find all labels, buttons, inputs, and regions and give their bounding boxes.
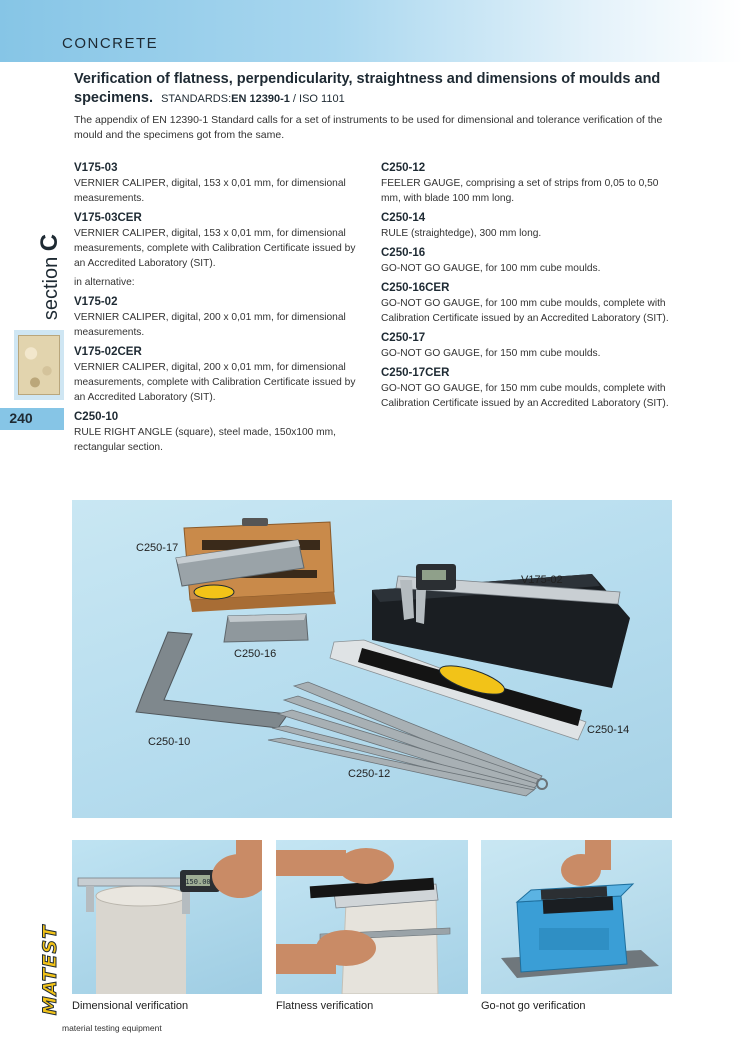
flatness-verification-photo — [276, 840, 468, 994]
product-list-left — [74, 160, 364, 459]
product-set-photo — [72, 500, 672, 818]
standards-extra: / ISO 1101 — [289, 93, 345, 105]
product-code: C250-16 — [381, 247, 426, 259]
label-c250-17: C250-17 — [136, 542, 179, 554]
caption-flatness: Flatness verification — [276, 1000, 374, 1012]
brand-logo — [38, 924, 62, 1016]
product-code: C250-16CER — [381, 282, 450, 294]
alternative-note: in alternative: — [74, 277, 135, 288]
label-c250-16: C250-16 — [234, 648, 277, 660]
intro-description: The appendix of EN 12390-1 Standard calls for a set of instruments to be used for dimensional and tolerance verification of the mould and the specimens got from the same. — [74, 114, 663, 141]
product-description: FEELER GAUGE, comprising a set of strips from 0,05 to 0,50 mm, with blade 100 mm long. — [381, 178, 659, 204]
product-description: RULE (straightedge), 300 mm long. — [381, 228, 542, 239]
product-item — [381, 210, 681, 241]
caliper-display: 150.00 — [185, 878, 211, 886]
product-code: V175-03 — [74, 162, 118, 174]
product-description: RULE RIGHT ANGLE (square), steel made, 150x100 mm, rectangular section. — [74, 427, 336, 453]
product-description: GO-NOT GO GAUGE, for 150 mm cube moulds, complete with Calibration Certificate issued by an Accredited Laboratory (SIT). — [381, 383, 669, 409]
product-description: VERNIER CALIPER, digital, 200 x 0,01 mm, for dimensional measurements. — [74, 312, 346, 338]
concrete-core-image — [18, 335, 60, 395]
product-description: GO-NOT GO GAUGE, for 100 mm cube moulds, complete with Calibration Certificate issued by an Accredited Laboratory (SIT). — [381, 298, 669, 324]
label-c250-12: C250-12 — [348, 768, 391, 780]
header-band — [0, 0, 743, 62]
label-v175-02: V175-02 — [521, 574, 563, 586]
go-not-go-verification-photo — [481, 840, 672, 994]
product-item — [381, 280, 681, 326]
product-description: GO-NOT GO GAUGE, for 100 mm cube moulds. — [381, 263, 601, 274]
product-item — [74, 294, 364, 340]
product-code: C250-17 — [381, 332, 426, 344]
product-description: VERNIER CALIPER, digital, 153 x 0,01 mm, for dimensional measurements, complete with Calibration Certificate issued by an Accredited Laboratory (SIT). — [74, 228, 356, 269]
intro-block — [74, 70, 684, 143]
product-code: V175-02 — [74, 296, 118, 308]
intro-title: Verification of flatness, perpendicularity, straightness and dimensions of moulds and specimens. — [74, 71, 661, 106]
section-tab — [30, 222, 70, 332]
label-c250-14: C250-14 — [587, 724, 630, 736]
product-item — [381, 365, 681, 411]
product-item — [381, 160, 681, 206]
flatness-verification-illustration — [276, 840, 468, 994]
intro-heading — [74, 70, 684, 109]
page-section-title: CONCRETE — [62, 35, 159, 52]
brand-tagline: material testing equipment — [62, 1023, 162, 1033]
caption-dimensional: Dimensional verification — [72, 1000, 189, 1012]
product-code: C250-10 — [74, 411, 119, 423]
product-list-right — [381, 160, 681, 415]
product-code: C250-12 — [381, 162, 426, 174]
product-item — [381, 245, 681, 276]
brand-logo-text: MATEST — [39, 924, 61, 1016]
product-code: V175-03CER — [74, 212, 142, 224]
product-code: C250-14 — [381, 212, 426, 224]
product-item — [74, 210, 364, 271]
standards-label: STANDARDS: — [161, 93, 232, 105]
page-number: 240 — [9, 410, 33, 426]
product-item — [74, 160, 364, 206]
product-description: GO-NOT GO GAUGE, for 150 mm cube moulds. — [381, 348, 601, 359]
section-thumbnail — [14, 330, 64, 400]
standards-value: EN 12390-1 — [231, 93, 290, 105]
dimensional-verification-illustration — [72, 840, 262, 994]
dimensional-verification-photo — [72, 840, 262, 994]
product-code: V175-02CER — [74, 346, 142, 358]
label-c250-10: C250-10 — [148, 736, 191, 748]
section-letter: C — [36, 233, 63, 252]
product-description: VERNIER CALIPER, digital, 153 x 0,01 mm, for dimensional measurements. — [74, 178, 346, 204]
caption-go-not-go: Go-not go verification — [481, 1000, 586, 1012]
product-item — [74, 344, 364, 405]
section-word: section — [40, 256, 62, 321]
product-description: VERNIER CALIPER, digital, 200 x 0,01 mm, for dimensional measurements, complete with Calibration Certificate issued by an Accredited Laboratory (SIT). — [74, 362, 356, 403]
product-item — [74, 409, 364, 455]
product-item — [381, 330, 681, 361]
product-code: C250-17CER — [381, 367, 450, 379]
go-not-go-verification-illustration — [481, 840, 672, 994]
